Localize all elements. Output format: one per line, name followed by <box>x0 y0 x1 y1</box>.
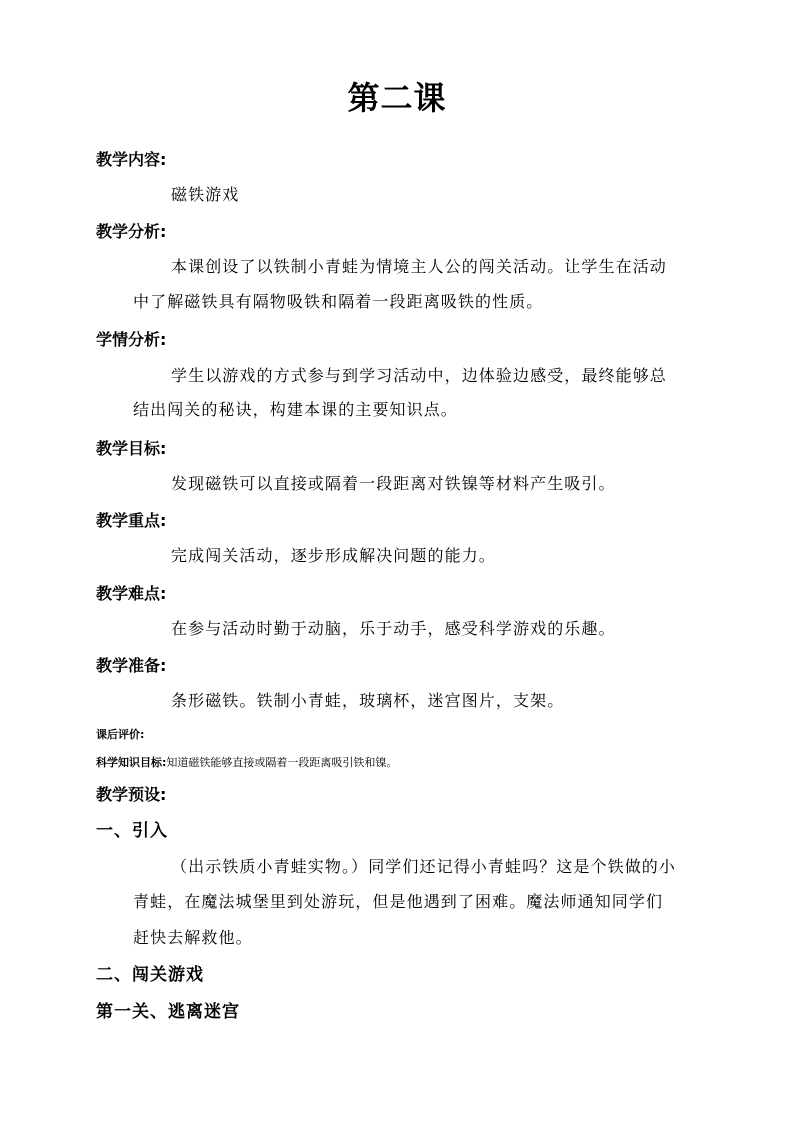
intro-line-1: （出示铁质小青蛙实物。）同学们还记得小青蛙吗？这是个铁做的小 <box>171 857 677 876</box>
learners-heading: 学情分析: <box>96 330 167 349</box>
analysis-line-2: 中了解磁铁具有隔物吸铁和隔着一段距离吸铁的性质。 <box>133 292 544 311</box>
goals-heading: 教学目标: <box>96 439 167 458</box>
content-text: 磁铁游戏 <box>171 185 240 204</box>
evaluation-heading <box>96 727 144 743</box>
content-heading: 教学内容: <box>96 150 167 169</box>
preparation-heading: 教学准备: <box>96 656 167 675</box>
goals-text: 发现磁铁可以直接或隔着一段距离对铁镍等材料产生吸引。 <box>171 474 616 493</box>
knowledge-goal-label: 科学知识目标: <box>96 756 167 769</box>
analysis-line-1: 本课创设了以铁制小青蛙为情境主人公的闯关活动。让学生在活动 <box>171 257 667 276</box>
keypoints-heading: 教学重点: <box>96 511 167 530</box>
plan-heading: 教学预设: <box>96 785 167 804</box>
intro-line-2: 青蛙，在魔法城堡里到处游玩，但是他遇到了困难。魔法师通知同学们 <box>133 892 664 911</box>
page-title: 第二课 <box>347 79 447 117</box>
preparation-text: 条形磁铁。铁制小青蛙，玻璃杯，迷宫图片，支架。 <box>171 691 565 710</box>
keypoints-text: 完成闯关活动，逐步形成解决问题的能力。 <box>171 546 496 565</box>
knowledge-goal <box>96 755 397 771</box>
knowledge-goal-text: 知道磁铁能够直接或隔着一段距离吸引铁和镍。 <box>166 756 398 769</box>
evaluation-heading-label: 课后评价: <box>96 728 145 741</box>
difficulties-heading: 教学难点: <box>96 584 167 603</box>
game-level-1: 第一关、逃离迷宫 <box>96 1002 240 1022</box>
intro-heading: 一、引入 <box>96 821 168 841</box>
intro-line-3: 赶快去解救他。 <box>133 928 253 947</box>
game-heading: 二、闯关游戏 <box>96 965 204 985</box>
learners-line-2: 结出闯关的秘诀，构建本课的主要知识点。 <box>133 400 458 419</box>
difficulties-text: 在参与活动时勤于动脑，乐于动手，感受科学游戏的乐趣。 <box>171 619 616 638</box>
analysis-heading: 教学分析: <box>96 222 167 241</box>
learners-line-1: 学生以游戏的方式参与到学习活动中，边体验边感受，最终能够总 <box>171 366 667 385</box>
